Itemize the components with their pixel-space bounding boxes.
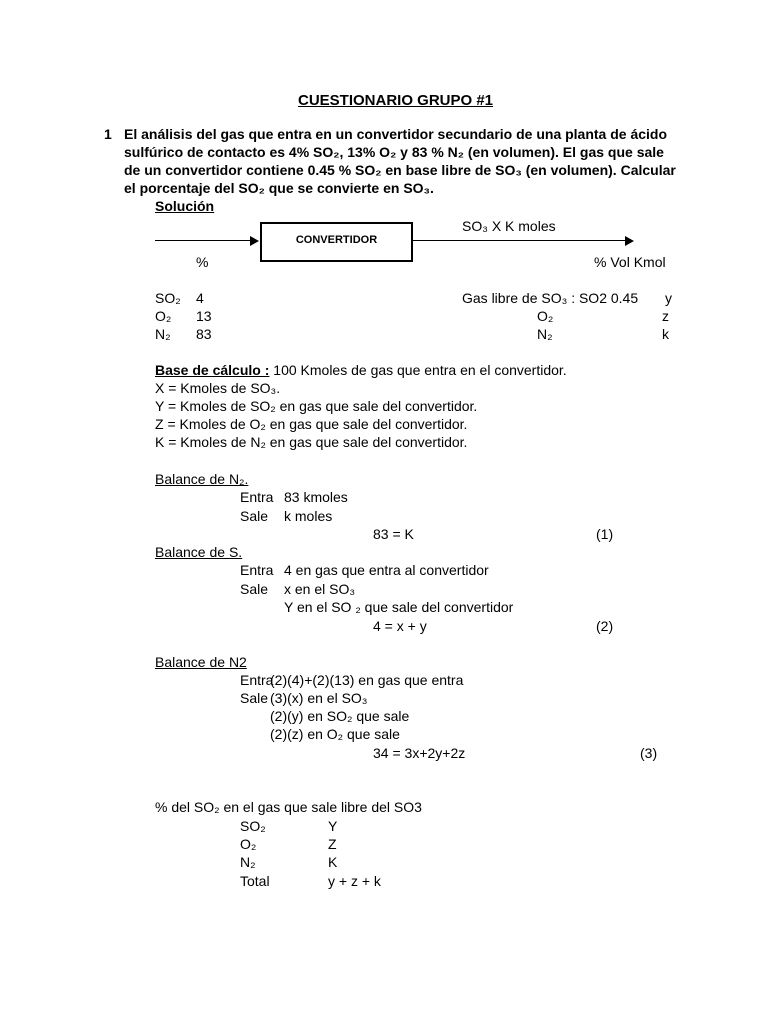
inlet-so2-name: SO₂ bbox=[155, 290, 181, 306]
percent-heading: % del SO₂ en el gas que sale libre del SO3 bbox=[155, 799, 422, 815]
def-x: X = Kmoles de SO₃. bbox=[155, 380, 281, 396]
def-y: Y = Kmoles de SO₂ en gas que sale del convertidor. bbox=[155, 398, 478, 414]
percent-row-name: O₂ bbox=[240, 836, 257, 852]
base-text: 100 Kmoles de gas que entra en el convertidor. bbox=[269, 362, 567, 378]
def-k: K = Kmoles de N₂ en gas que sale del convertidor. bbox=[155, 434, 468, 450]
balance-s-sale-label: Sale bbox=[240, 581, 269, 597]
outlet-o2-name: O₂ bbox=[537, 308, 554, 324]
balance-n2-heading: Balance de N₂. bbox=[155, 471, 249, 487]
inlet-o2-value: 13 bbox=[196, 308, 212, 324]
problem-line-1: El análisis del gas que entra en un convertidor secundario de una planta de ácido bbox=[124, 126, 668, 142]
percent-row-name: N₂ bbox=[240, 854, 256, 870]
converter-label: CONVERTIDOR bbox=[295, 234, 378, 246]
outlet-arrow-head bbox=[625, 236, 634, 246]
outlet-k: k bbox=[662, 326, 669, 342]
balance-o-entra-label: Entra bbox=[240, 672, 274, 688]
equation-2: 4 = x + y bbox=[373, 618, 427, 634]
inlet-so2-value: 4 bbox=[196, 290, 204, 306]
equation-1: 83 = K bbox=[373, 526, 414, 542]
equation-1-number: (1) bbox=[596, 526, 614, 542]
balance-o-sale-2: (2)(y) en SO₂ que sale bbox=[270, 708, 410, 724]
percent-row-value: y + z + k bbox=[328, 873, 381, 889]
inlet-n2-name: N₂ bbox=[155, 326, 171, 342]
balance-o-entra: (2)(4)+(2)(13) en gas que entra bbox=[270, 672, 464, 688]
base-line bbox=[155, 362, 567, 379]
balance-s-entra: 4 en gas que entra al convertidor bbox=[284, 562, 489, 578]
balance-s-sale-1: x en el SO₃ bbox=[284, 581, 356, 597]
balance-n2-sale: k moles bbox=[284, 508, 333, 524]
percent-row-name: Total bbox=[240, 873, 270, 889]
balance-s-sale-2: Y en el SO ₂ que sale del convertidor bbox=[284, 599, 514, 615]
inlet-arrow-line bbox=[155, 240, 251, 241]
outlet-arrow-line bbox=[413, 240, 626, 241]
equation-3: 34 = 3x+2y+2z bbox=[373, 745, 466, 761]
so3-label: SO₃ X K moles bbox=[462, 218, 556, 234]
inlet-percent-header: % bbox=[196, 254, 209, 270]
problem-line-2: sulfúrico de contacto es 4% SO₂, 13% O₂ y 83 % N₂ (en volumen). El gas que sale bbox=[124, 144, 664, 160]
balance-o-sale-3: (2)(z) en O₂ que sale bbox=[270, 726, 400, 742]
balance-s-entra-label: Entra bbox=[240, 562, 274, 578]
problem-line-3: de un convertidor contiene 0.45 % SO₂ en base libre de SO₃ (en volumen). Calcular bbox=[124, 162, 676, 178]
outlet-z: z bbox=[662, 308, 669, 324]
balance-o-heading: Balance de N2 bbox=[155, 654, 247, 670]
solution-label: Solución bbox=[155, 198, 215, 214]
balance-n2-entra-label: Entra bbox=[240, 489, 274, 505]
percent-row-value: Z bbox=[328, 836, 337, 852]
equation-2-number: (2) bbox=[596, 618, 614, 634]
percent-row-value: K bbox=[328, 854, 338, 870]
equation-3-number: (3) bbox=[640, 745, 658, 761]
outlet-n2-name: N₂ bbox=[537, 326, 553, 342]
converter-box bbox=[260, 222, 413, 262]
balance-n2-entra: 83 kmoles bbox=[284, 489, 348, 505]
outlet-header: % Vol Kmol bbox=[594, 254, 666, 270]
inlet-o2-name: O₂ bbox=[155, 308, 172, 324]
inlet-arrow-head bbox=[250, 236, 259, 246]
inlet-n2-value: 83 bbox=[196, 326, 212, 342]
page-title: CUESTIONARIO GRUPO #1 bbox=[298, 92, 494, 109]
problem-number: 1 bbox=[104, 126, 112, 142]
percent-row-value: Y bbox=[328, 818, 338, 834]
percent-row-name: SO₂ bbox=[240, 818, 266, 834]
outlet-gas-line: Gas libre de SO₃ : SO2 0.45 bbox=[462, 290, 639, 306]
balance-s-heading: Balance de S. bbox=[155, 544, 243, 560]
balance-n2-sale-label: Sale bbox=[240, 508, 269, 524]
balance-o-sale-1: (3)(x) en el SO₃ bbox=[270, 690, 368, 706]
base-label: Base de cálculo : bbox=[155, 362, 270, 378]
balance-o-sale-label: Sale bbox=[240, 690, 269, 706]
problem-line-4: el porcentaje del SO₂ que se convierte en SO₃. bbox=[124, 180, 434, 196]
outlet-y: y bbox=[665, 290, 672, 306]
def-z: Z = Kmoles de O₂ en gas que sale del convertidor. bbox=[155, 416, 468, 432]
